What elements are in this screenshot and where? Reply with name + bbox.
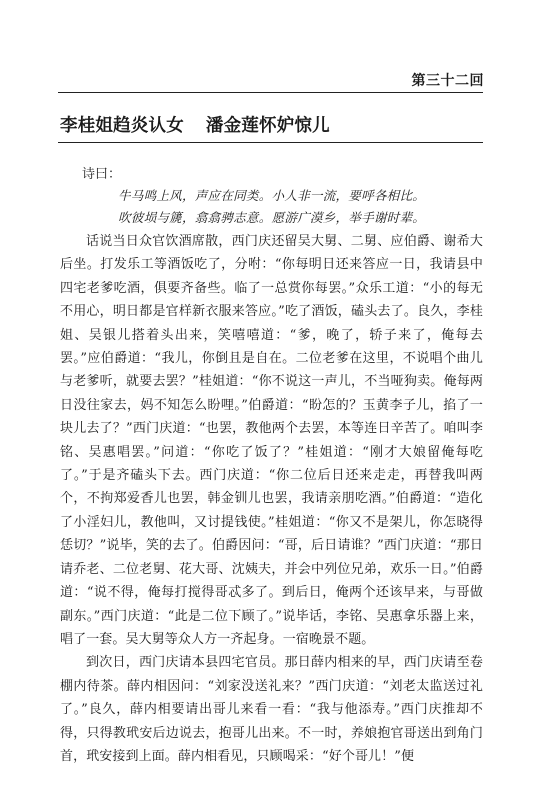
poem-label: 诗曰： xyxy=(82,167,122,182)
header-bottom-rule xyxy=(58,142,483,143)
chapter-number: 第三十二回 xyxy=(411,73,484,89)
paragraph: 到次日，西门庆请本县四宅官员。那日薛内相来的早，西门庆请至卷棚内待茶。薛内相因问：“刘家没送礼来？”西门庆道：“刘老太监送过礼了。”良久，薛内相要请出哥儿来看一看：“我与他添寿。”西门庆推却不得，只得教玳安后边说去，抱哥儿出来。不一时，养娘抱官哥送出到角门首，玳安接到上面。薛内相看见，只顾喝采：“好个哥儿！”便 xyxy=(60,655,483,764)
poem-line: 牛马鸣上风，声应在同类。小人非一流，要呼各相比。 xyxy=(118,188,426,203)
body-text xyxy=(60,230,483,768)
chapter-title-part2: 潘金莲怀妒惊儿 xyxy=(205,116,330,136)
paragraph: 话说当日众官饮酒席散，西门庆还留吴大舅、二舅、应伯爵、谢希大后坐。打发乐工等酒饭吃了，分咐：“你每明日还来答应一日，我请县中四宅老爹吃酒，俱要齐备些。临了一总赏你每罢。”众乐工道：“小的每无不用心，明日都是官样新衣服来答应。”吃了酒饭，磕头去了。良久，李桂姐、吴银儿搭着头出来，笑嘻嘻道：“爹，晚了，轿子来了，俺每去罢。”应伯爵道：“我儿，你倒且是自在。二位老爹在这里，不说唱个曲儿与老爹听，就要去罢？”桂姐道：“你不说这一声儿，不当哑狗卖。俺每两日没往家去，妈不知怎么盼哩。”伯爵道：“盼怎的？玉黄李子儿，掐了一块儿去了？”西门庆道：“也罢，教他两个去罢，本等连日辛苦了。咱叫李铭、吴惠唱罢。”问道：“你吃了饭了？”桂姐道：“刚才大娘留俺每吃了。”于是齐磕头下去。西门庆道：“你二位后日还来走走，再替我叫两个，不拘郑爱香儿也罢，韩金钏儿也罢，我请亲朋吃酒。”伯爵道：“造化了小淫妇儿，教他叫，又讨提钱使。”桂姐道：“你又不是架儿，你怎晓得恁切？”说毕，笑的去了。伯爵因问：“哥，后日请谁？”西门庆道：“那日请乔老、二位老舅、花大哥、沈姨夫，并会中列位兄弟，欢乐一日。”伯爵道：“说不得，俺每打搅得哥忒多了。到后日，俺两个还该早来，与哥做副东。”西门庆道：“此是二位下顾了。”说毕话，李铭、吴惠拿乐器上来，唱了一套。吴大舅等众人方一齐起身。一宿晚景不题。 xyxy=(60,234,483,647)
poem-line: 吹彼埙与篪，翕翕骋志意。愿游广漠乡，举手谢时辈。 xyxy=(118,210,426,225)
chapter-title-part1: 李桂姐趋炎认女 xyxy=(60,116,184,136)
chapter-title xyxy=(60,112,330,137)
header-top-rule xyxy=(58,92,483,93)
